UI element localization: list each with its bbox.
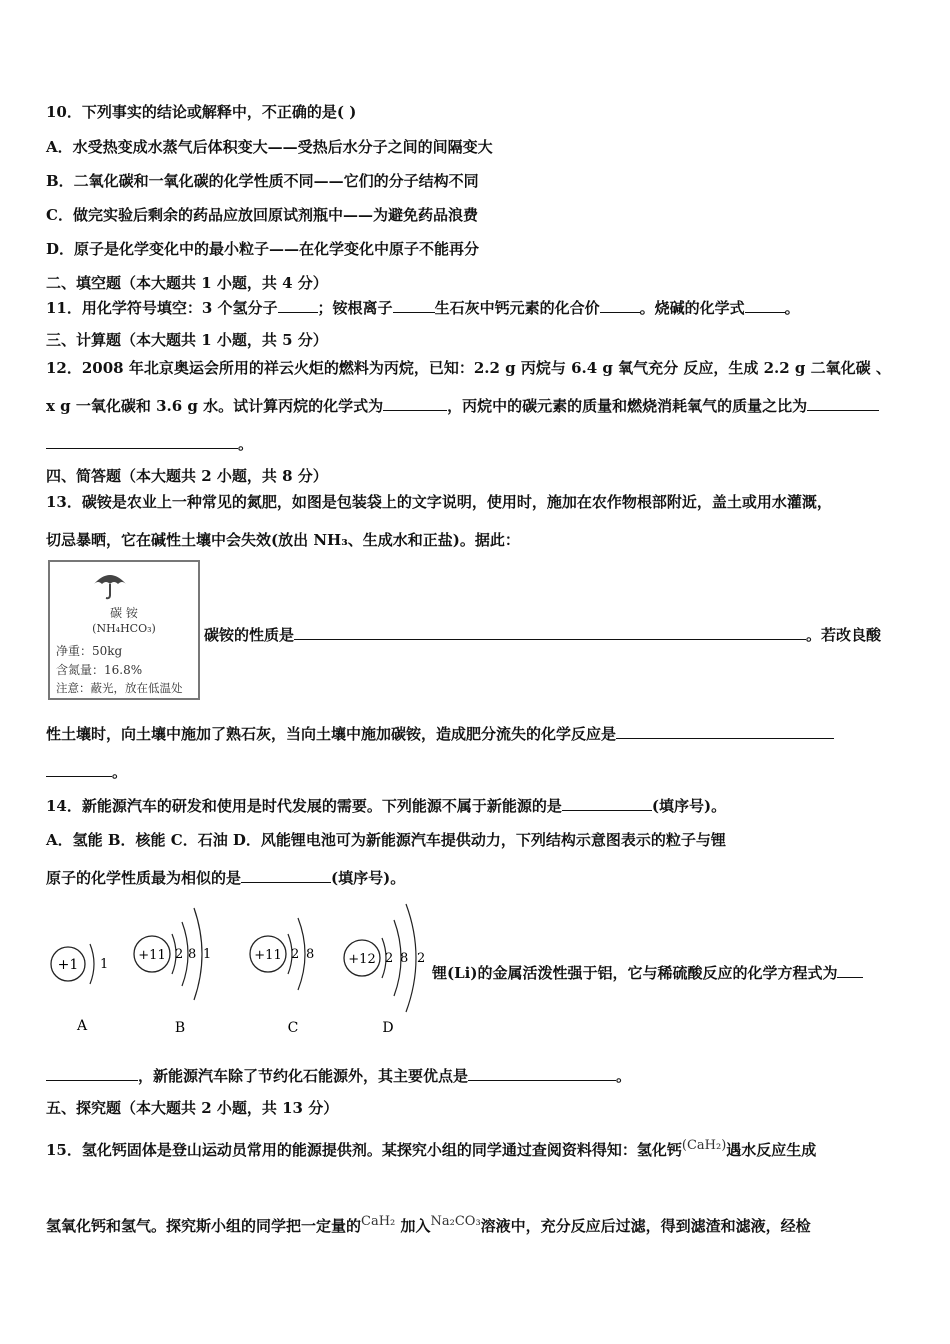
atom-b-shell-2: 8 (188, 947, 197, 962)
q13-line1: 13．碳铵是农业上一种常见的氮肥，如图是包装袋上的文字说明，使用时，施加在农作物根部附近，盖土或用水灌溉， (46, 493, 832, 511)
q13-line2: 切忌暴晒，它在碱性土壤中会失效(放出 NH₃、生成水和正盐)。据此： (46, 531, 520, 549)
label-name: 碳 铵 (110, 606, 138, 620)
atom-a (51, 944, 108, 1034)
q12-line2: x g 一氧化碳和 3.6 g 水。试计算丙烷的化学式为 ，丙烷中的碳元素的质量和燃烧消耗氧气的质量之比为 (46, 396, 906, 416)
atom-c-nucleus: +11 (254, 948, 282, 963)
q15-line1: 15．氢化钙固体是登山运动员常用的能源提供剂。某探究小组的同学通过查阅资料得知：氢化钙(CaH₂)遇水反应生成 (46, 1138, 817, 1159)
q10-option-b: B．二氧化碳和一氧化碳的化学性质不同——它们的分子结构不同 (46, 172, 479, 190)
q10-option-a: A．水受热变成水蒸气后体积变大——受热后水分子之间的间隔变大 (46, 138, 493, 156)
q13-line5: 。 (46, 762, 906, 782)
label-nitrogen: 含氮量：16.8% (56, 663, 143, 677)
atom-a-shell-1: 1 (100, 957, 109, 972)
formula-na2co3: Na₂CO₃ (430, 1214, 481, 1229)
atom-d-shell-1: 2 (385, 951, 394, 966)
q15-line2: 氢氧化钙和氢气。探究斯小组的同学把一定量的CaH₂ 加入Na₂CO₃溶液中，充分反应后过滤，得到滤渣和滤液，经检 (46, 1214, 811, 1235)
atom-b-nucleus: +11 (138, 948, 166, 963)
q14-line5: ，新能源汽车除了节约化石能源外，其主要优点是 。 (46, 1066, 906, 1086)
q12-line3: 。 (46, 434, 906, 454)
umbrella-icon (90, 568, 130, 600)
q13-line4: 性土壤时，向土壤中施加了熟石灰，当向土壤中施加碳铵，造成肥分流失的化学反应是 (46, 724, 906, 744)
section-2-title: 二、填空题（本大题共 1 小题，共 4 分） (46, 274, 328, 292)
section-5-title: 五、探究题（本大题共 2 小题，共 13 分） (46, 1099, 339, 1117)
q14-line4: 锂(Li)的金属活泼性强于铝，它与稀硫酸反应的化学方程式为 (432, 963, 906, 983)
q10-option-d: D．原子是化学变化中的最小粒子——在化学变化中原子不能再分 (46, 240, 480, 258)
atom-d-nucleus: +12 (348, 952, 376, 967)
atom-d-shell-3: 2 (417, 951, 426, 966)
q14-line1: 14．新能源汽车的研发和使用是时代发展的需要。下列能源不属于新能源的是 (填序号)。 (46, 797, 727, 815)
atom-c (250, 918, 314, 1036)
q11: 11．用化学符号填空：3 个氢分子 ；铵根离子 生石灰中钙元素的化合价 。烧碱的化学式 。 (46, 299, 800, 317)
formula-cah2-paren: (CaH₂) (681, 1138, 727, 1153)
section-4-title: 四、简答题（本大题共 2 小题，共 8 分） (46, 467, 328, 485)
q12-line1: 12．2008 年北京奥运会所用的祥云火炬的燃料为丙烷，已知：2.2 g 丙烷与 6.4 g 氧气充分 反应，生成 2.2 g 二氧化碳 、 (46, 359, 891, 377)
formula-cah2: CaH₂ (361, 1214, 396, 1229)
label-note: 注意：蔽光，放在低温处 (56, 681, 183, 695)
atom-b-label: B (174, 1020, 186, 1036)
q10-option-c: C．做完实验后剩余的药品应放回原试剂瓶中——为避免药品浪费 (46, 206, 478, 224)
fertilizer-label-image (48, 560, 200, 700)
atom-c-shell-2: 8 (306, 947, 315, 962)
atom-d-label: D (382, 1020, 394, 1036)
atom-structure-diagrams (48, 896, 438, 1046)
atom-a-nucleus: +1 (57, 957, 79, 973)
q10-stem: 10．下列事实的结论或解释中，不正确的是( ) (46, 103, 357, 121)
label-weight: 净重：50kg (56, 644, 123, 658)
q14-line2: A．氢能 B．核能 C．石油 D．风能锂电池可为新能源汽车提供动力，下列结构示意图表示的粒子与锂 (46, 831, 726, 849)
atom-b-shell-1: 2 (175, 947, 184, 962)
atom-b (134, 908, 211, 1036)
section-3-title: 三、计算题（本大题共 1 小题，共 5 分） (46, 331, 328, 349)
q14-line3: 原子的化学性质最为相似的是 (填序号)。 (46, 869, 406, 887)
label-formula: (NH₄HCO₃) (92, 622, 156, 635)
atom-d (344, 904, 425, 1036)
atom-d-shell-2: 8 (400, 951, 409, 966)
q13-line3: 碳铵的性质是 。若改良酸 (204, 626, 882, 644)
atom-c-shell-1: 2 (291, 947, 300, 962)
atom-a-label: A (76, 1018, 88, 1034)
atom-b-shell-3: 1 (203, 947, 212, 962)
atom-c-label: C (287, 1020, 299, 1036)
